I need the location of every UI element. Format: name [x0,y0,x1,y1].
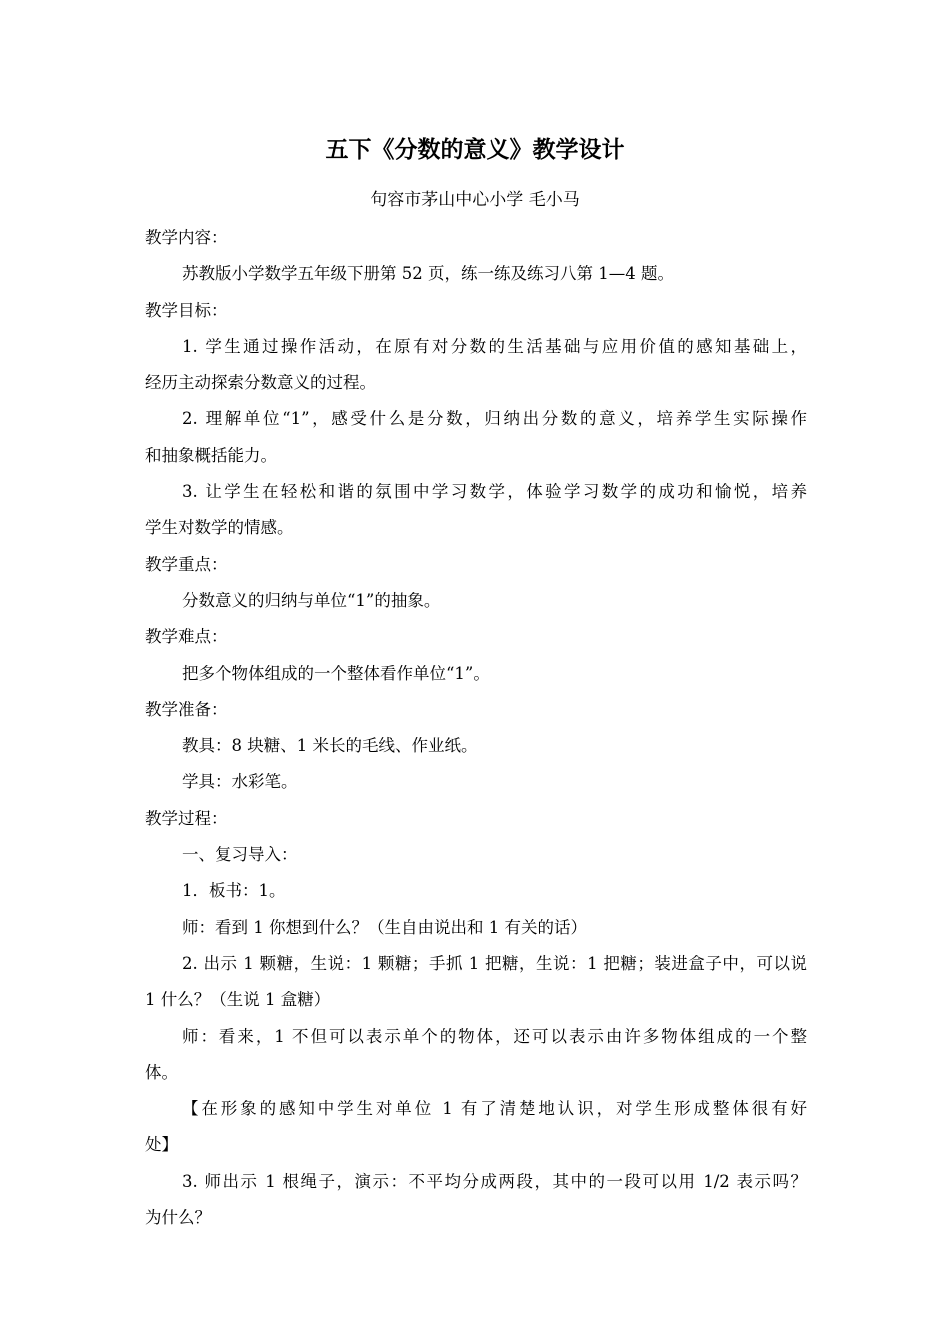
paragraph-line: 3. 让学生在轻松和谐的氛围中学习数学，体验学习数学的成功和愉悦，培养 [182,482,807,502]
paragraph-line: 1 什么？（生说 1 盒糖） [145,990,331,1010]
paragraph-line: 2. 出示 1 颗糖，生说：1 颗糖；手抓 1 把糖，生说：1 把糖；装进盒子中，可以说 [182,953,807,973]
paragraph-line: 师：看到 1 你想到什么？（生自由说出和 1 有关的话） [182,917,587,937]
paragraph-line: 教学过程： [145,808,228,828]
document-body [145,220,807,1236]
paragraph-line: 教学难点： [145,627,228,647]
paragraph-line: 分数意义的归纳与单位“1”的抽象。 [182,590,441,610]
paragraph-line: 1. 学生通过操作活动，在原有对分数的生活基础与应用价值的感知基础上， [182,336,807,356]
paragraph-line: 【在形象的感知中学生对单位 1 有了清楚地认识，对学生形成整体很有好 [182,1099,807,1119]
paragraph-line: 教学目标： [145,300,228,320]
paragraph-line: 学具：水彩笔。 [182,772,298,792]
paragraph-line: 教学内容： [145,228,228,247]
paragraph-line: 教具：8 块糖、1 米长的毛线、作业纸。 [182,736,478,756]
paragraph-line: 一、复习导入： [182,845,298,865]
author-line: 句容市茅山中心小学 毛小马 [370,190,580,210]
paragraph-line: 学生对数学的情感。 [145,518,294,538]
paragraph-line: 体。 [145,1062,178,1082]
paragraph-line: 和抽象概括能力。 [145,445,277,465]
paragraph-line: 为什么？ [145,1208,211,1228]
paragraph-line: 把多个物体组成的一个整体看作单位“1”。 [182,663,490,683]
paragraph-line: 处】 [145,1135,178,1155]
paragraph-line: 经历主动探索分数意义的过程。 [145,373,376,393]
paragraph-line: 师：看来，1 不但可以表示单个的物体，还可以表示由许多物体组成的一个整 [182,1026,807,1046]
paragraph-line: 2. 理解单位“1”，感受什么是分数，归纳出分数的意义，培养学生实际操作 [182,409,807,429]
paragraph-line: 1．板书：1。 [182,881,286,901]
document-title: 五下《分数的意义》教学设计 [325,137,625,163]
paragraph-line: 苏教版小学数学五年级下册第 52 页，练一练及练习八第 1—4 题。 [182,264,674,284]
paragraph-line: 教学重点： [145,554,228,574]
paragraph-line: 3. 师出示 1 根绳子，演示：不平均分成两段，其中的一段可以用 1/2 表示吗？ [182,1171,807,1191]
paragraph-line: 教学准备： [145,699,228,719]
